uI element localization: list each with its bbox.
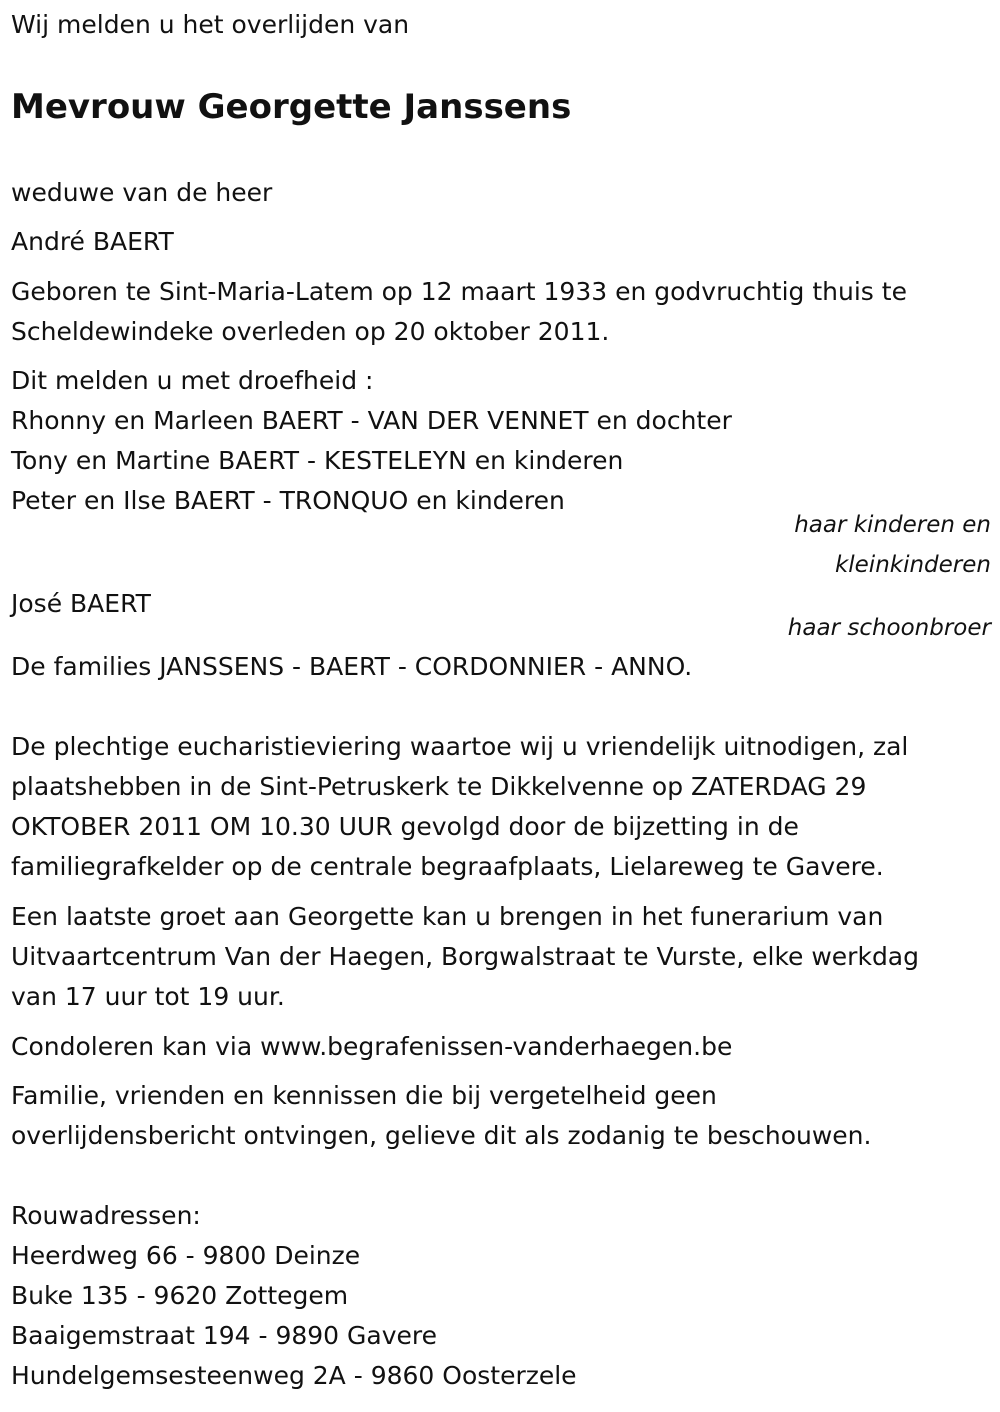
farewell-line: van 17 uur tot 19 uur. [11, 982, 285, 1011]
address-line: Buke 135 - 9620 Zottegem [11, 1281, 349, 1310]
announcing-label: Dit melden u met droefheid : [11, 366, 374, 395]
child-family: Tony en Martine BAERT - KESTELEYN en kinderen [11, 446, 624, 475]
address-line: Heerdweg 66 - 9800 Deinze [11, 1241, 361, 1270]
farewell-line: Een laatste groet aan Georgette kan u brengen in het funerarium van [11, 902, 884, 931]
address-line: Baaigemstraat 194 - 9890 Gavere [11, 1321, 438, 1350]
spouse-label: weduwe van de heer [11, 178, 273, 207]
addresses-label: Rouwadressen: [11, 1201, 201, 1230]
notice-line: overlijdensbericht ontvingen, gelieve dit als zodanig te beschouwen. [11, 1121, 872, 1150]
farewell-paragraph [11, 897, 919, 1017]
ceremony-line: De plechtige eucharistieviering waartoe wij u vriendelijk uitnodigen, zal [11, 732, 909, 761]
farewell-line: Uitvaartcentrum Van der Haegen, Borgwalstraat te Vurste, elke werkdag [11, 942, 919, 971]
ceremony-line: OKTOBER 2011 OM 10.30 UUR gevolgd door de bijzetting in de [11, 812, 799, 841]
children-role-line: kleinkinderen [834, 552, 991, 578]
address-line: Hundelgemsesteenweg 2A - 9860 Oosterzele [11, 1361, 577, 1390]
child-family: Peter en Ilse BAERT - TRONQUO en kinderen [11, 486, 565, 515]
notice-line: Familie, vrienden en kennissen die bij vergetelheid geen [11, 1081, 717, 1110]
brother-in-law-role: haar schoonbroer [787, 615, 991, 641]
ceremony-line: plaatshebben in de Sint-Petruskerk te Dikkelvenne op ZATERDAG 29 [11, 772, 867, 801]
ceremony-paragraph [11, 727, 908, 887]
families-text: De families JANSSENS - BAERT - CORDONNIER - ANNO. [11, 652, 693, 681]
birth-death-line: Scheldewindeke overleden op 20 oktober 2011. [11, 317, 610, 346]
children-list [11, 401, 732, 521]
children-role [794, 505, 991, 585]
notice-paragraph [11, 1076, 871, 1156]
deceased-name: Mevrouw Georgette Janssens [11, 87, 572, 127]
child-family: Rhonny en Marleen BAERT - VAN DER VENNET en dochter [11, 406, 732, 435]
spouse-name: André BAERT [11, 227, 174, 256]
ceremony-line: familiegrafkelder op de centrale begraafplaats, Lielareweg te Gavere. [11, 852, 884, 881]
condolences-text: Condoleren kan via www.begrafenissen-vanderhaegen.be [11, 1032, 733, 1061]
brother-in-law-name: José BAERT [11, 589, 151, 618]
children-role-line: haar kinderen en [794, 512, 991, 538]
birth-death-paragraph [11, 272, 907, 352]
birth-death-line: Geboren te Sint-Maria-Latem op 12 maart 1933 en godvruchtig thuis te [11, 277, 907, 306]
intro-text: Wij melden u het overlijden van [11, 10, 410, 39]
addresses-list [11, 1236, 577, 1396]
